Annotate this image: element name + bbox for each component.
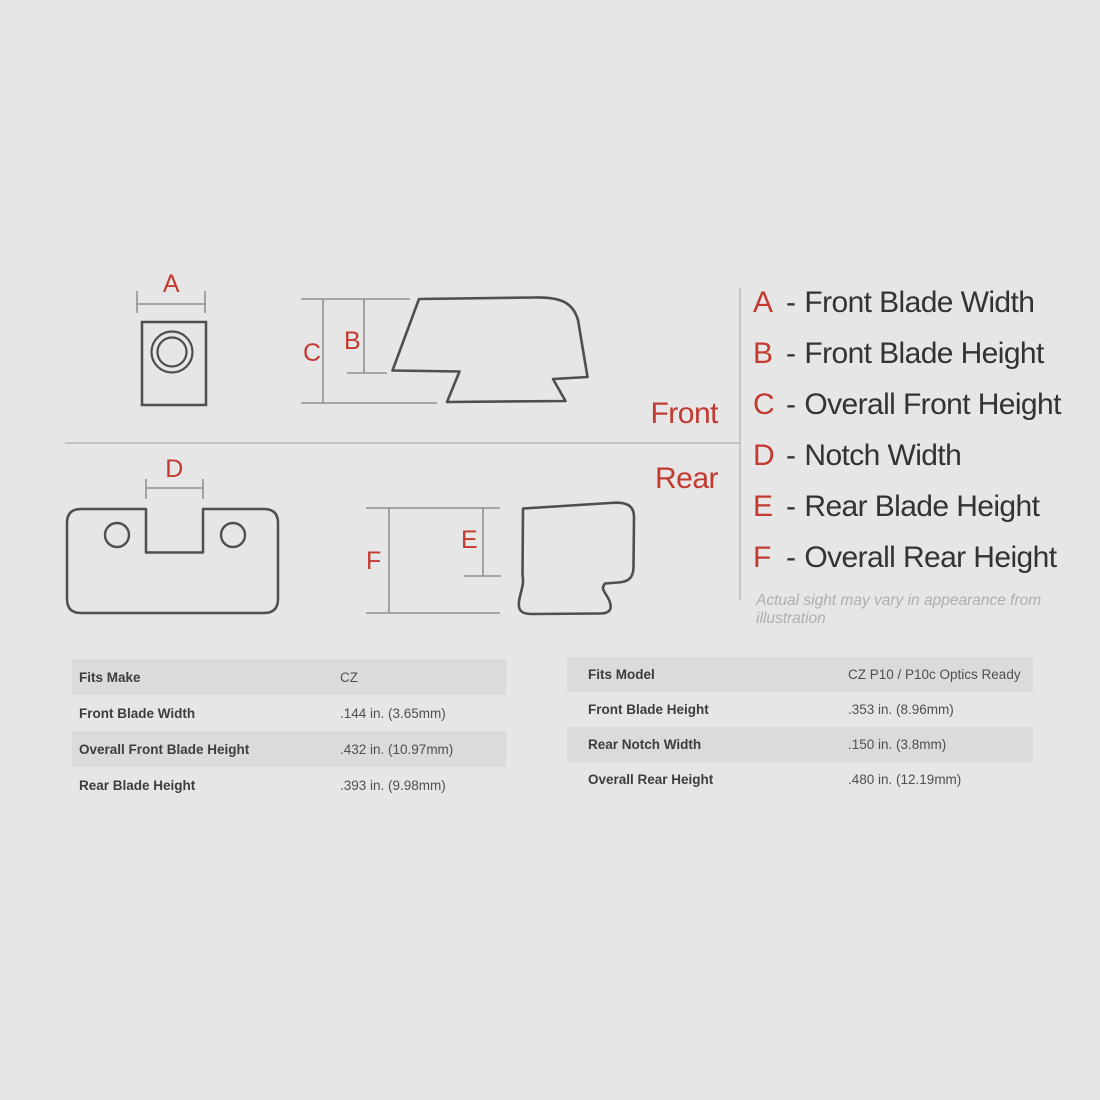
front-tritium-ring-inner — [158, 338, 187, 367]
front-blade-outline — [142, 322, 206, 405]
dim-label-a: A — [162, 270, 180, 298]
legend-item-a — [753, 277, 1061, 328]
spec-table-left — [72, 659, 506, 803]
legend-separator: - — [786, 489, 796, 523]
legend-text: Overall Rear Height — [804, 540, 1057, 574]
legend-separator: - — [786, 336, 796, 370]
legend-item-f — [753, 532, 1061, 583]
spec-value: CZ P10 / P10c Optics Ready — [848, 667, 1021, 682]
dim-label-f: F — [366, 547, 381, 575]
legend-letter: B — [753, 336, 773, 370]
spec-label: Fits Model — [588, 667, 655, 682]
legend-item-b — [753, 328, 1061, 379]
spec-label: Rear Blade Height — [79, 777, 196, 793]
spec-label: Front Blade Width — [79, 705, 196, 721]
dim-label-c: C — [303, 339, 321, 367]
legend-separator: - — [786, 387, 796, 421]
spec-label: Fits Make — [79, 669, 141, 685]
rear-tritium-dot-left — [105, 523, 129, 547]
legend-item-d — [753, 430, 1061, 481]
spec-value: CZ — [340, 669, 358, 685]
legend-separator: - — [786, 540, 796, 574]
legend-text: Notch Width — [804, 438, 962, 472]
dimension-c-b-lines — [301, 299, 437, 403]
legend-letter: F — [753, 540, 771, 574]
rear-section-label: Rear — [654, 462, 718, 495]
dimension-f-e-lines — [366, 508, 501, 613]
spec-value: .150 in. (3.8mm) — [848, 737, 947, 752]
rear-blade-outline — [67, 509, 278, 613]
legend-item-e — [753, 481, 1061, 532]
legend-letter: D — [753, 438, 775, 472]
dim-label-d: D — [165, 455, 183, 483]
spec-label: Overall Front Blade Height — [79, 741, 250, 757]
table-row — [567, 762, 1033, 797]
table-row — [567, 657, 1033, 692]
spec-value: .432 in. (10.97mm) — [340, 741, 454, 757]
legend-letter: C — [753, 387, 775, 421]
table-row — [72, 731, 506, 767]
legend-separator: - — [786, 285, 796, 319]
table-row — [567, 692, 1033, 727]
front-sight-profile-outline — [393, 297, 588, 402]
legend-item-c — [753, 379, 1061, 430]
legend-letter: A — [753, 285, 773, 319]
legend-separator: - — [786, 438, 796, 472]
legend-text: Front Blade Width — [804, 285, 1035, 319]
rear-sight-profile-outline — [519, 503, 634, 614]
spec-value: .353 in. (8.96mm) — [848, 702, 954, 717]
legend-text: Front Blade Height — [804, 336, 1044, 370]
disclaimer-text: Actual sight may vary in appearance from illustration — [756, 592, 1042, 627]
spec-table-right — [567, 657, 1033, 797]
spec-label: Overall Rear Height — [588, 772, 714, 787]
table-row — [72, 767, 506, 803]
spec-value: .393 in. (9.98mm) — [340, 777, 446, 793]
legend-letter: E — [753, 489, 773, 523]
spec-value: .144 in. (3.65mm) — [340, 705, 446, 721]
table-row — [72, 659, 506, 695]
spec-label: Rear Notch Width — [588, 737, 702, 752]
rear-tritium-dot-right — [221, 523, 245, 547]
legend-text: Overall Front Height — [804, 387, 1061, 421]
dim-label-e: E — [461, 526, 478, 554]
spec-label: Front Blade Height — [588, 702, 709, 717]
spec-value: .480 in. (12.19mm) — [848, 772, 962, 787]
rear-sight-face-view — [67, 509, 278, 613]
front-sight-face-view — [142, 322, 206, 405]
dimension-legend — [753, 277, 1061, 583]
table-row — [72, 695, 506, 731]
legend-text: Rear Blade Height — [804, 489, 1040, 523]
front-section-label: Front — [650, 397, 718, 430]
table-row — [567, 727, 1033, 762]
dim-label-b: B — [344, 327, 361, 355]
